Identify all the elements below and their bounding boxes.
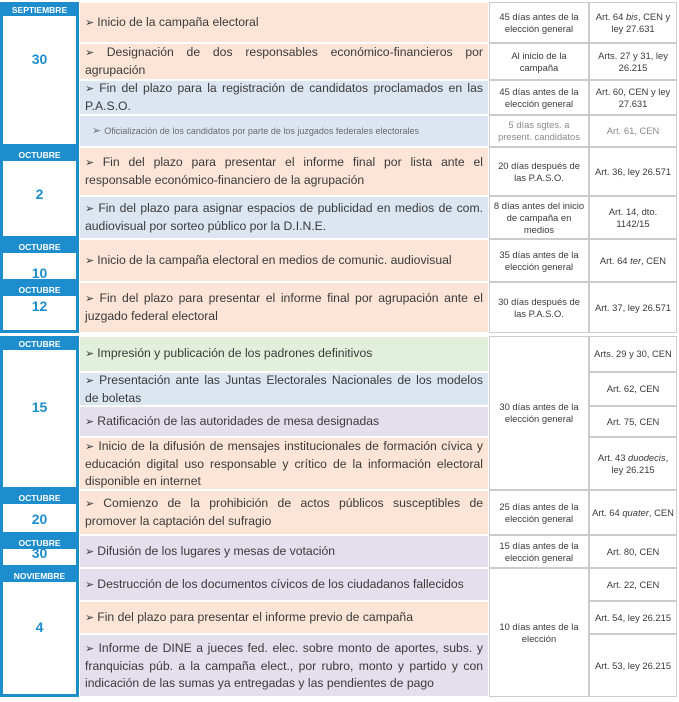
event-text: Impresión y publicación de los padrones definitivos bbox=[97, 346, 373, 360]
reference-cell bbox=[589, 2, 677, 43]
time-cell bbox=[489, 80, 589, 115]
time-cell-merged bbox=[489, 336, 589, 490]
event-cell bbox=[79, 490, 489, 535]
date-day: 20 bbox=[31, 511, 48, 527]
reference-text: Art. 37, ley 26.571 bbox=[594, 301, 672, 313]
reference-text: Art. 80, CEN bbox=[606, 545, 660, 557]
reference-cell bbox=[589, 239, 677, 282]
date-box bbox=[0, 336, 79, 490]
arrow-bullet-icon: ➢ bbox=[85, 157, 103, 169]
event-text: Inicio de la campaña electoral bbox=[97, 14, 259, 29]
reference-cell bbox=[589, 568, 677, 601]
time-text: 45 días antes de la elección general bbox=[499, 85, 579, 109]
event-text: Designación de dos responsables económico-financieros por agrupación bbox=[85, 45, 483, 77]
time-text: 45 días antes de la elección general bbox=[499, 10, 579, 34]
reference-cell bbox=[589, 490, 677, 535]
date-month: OCTUBRE bbox=[3, 242, 76, 253]
event-text: Oficialización de los candidatos por parte de los juzgados federales electorales bbox=[104, 125, 419, 136]
arrow-bullet-icon: ➢ bbox=[92, 124, 105, 137]
reference-text: Arts. 29 y 30, CEN bbox=[594, 348, 672, 359]
reference-suffix: , CEN bbox=[641, 254, 667, 266]
reference-italic: bis bbox=[625, 10, 638, 22]
arrow-bullet-icon: ➢ bbox=[85, 642, 99, 655]
event-text: Fin del plazo para asignar espacios de publicidad en medios de com. audiovisual por sorteo público por la D.I.N.E. bbox=[85, 201, 483, 233]
time-text: 25 días antes de la elección general bbox=[499, 500, 579, 524]
event-cell bbox=[79, 147, 489, 196]
date-box bbox=[0, 239, 79, 282]
reference-cell bbox=[589, 80, 677, 115]
event-cell bbox=[79, 568, 489, 601]
date-day: 2 bbox=[35, 186, 44, 202]
reference-text: Art. 60, CEN y ley 27.631 bbox=[595, 85, 671, 109]
reference-suffix: , CEN bbox=[648, 506, 674, 518]
reference-cell bbox=[589, 535, 677, 568]
time-text: 5 días sgtes. a present. candidatos bbox=[498, 119, 580, 142]
arrow-bullet-icon: ➢ bbox=[85, 83, 100, 95]
event-text: Comienzo de la prohibición de actos públicos susceptibles de promover la captación del sufragio bbox=[85, 496, 483, 528]
arrow-bullet-icon: ➢ bbox=[85, 498, 104, 510]
time-cell bbox=[489, 282, 589, 333]
reference-cell bbox=[589, 372, 677, 406]
time-text: 30 días antes de la elección general bbox=[499, 401, 579, 424]
event-cell bbox=[79, 2, 489, 43]
reference-text: Art. 62, CEN bbox=[606, 383, 660, 394]
reference-text: Art. 14, dto. 1142/15 bbox=[608, 205, 658, 229]
arrow-bullet-icon: ➢ bbox=[85, 293, 100, 305]
time-text: 8 días antes del inicio de campaña en medios bbox=[493, 199, 585, 235]
time-text: 15 días antes de la elección general bbox=[499, 539, 579, 563]
time-cell bbox=[489, 115, 589, 147]
date-day: 30 bbox=[31, 51, 48, 67]
event-cell bbox=[79, 437, 489, 490]
arrow-bullet-icon: ➢ bbox=[85, 374, 100, 387]
time-cell bbox=[489, 2, 589, 43]
time-cell bbox=[489, 239, 589, 282]
reference-text: Art. 64 bbox=[592, 506, 623, 518]
event-text: Fin del plazo para la registración de candidatos proclamados en las P.A.S.O. bbox=[85, 81, 484, 113]
time-text: 20 días después de las P.A.S.O. bbox=[498, 159, 580, 183]
reference-cell bbox=[589, 196, 677, 239]
event-cell bbox=[79, 239, 489, 282]
date-month: OCTUBRE bbox=[3, 150, 76, 161]
event-text: Destrucción de los documentos cívicos de los ciudadanos fallecidos bbox=[97, 576, 464, 591]
reference-italic: quater bbox=[622, 506, 649, 518]
reference-cell bbox=[589, 43, 677, 80]
reference-cell bbox=[589, 437, 677, 490]
reference-cell bbox=[589, 406, 677, 437]
reference-text: Art. 53, ley 26.215 bbox=[594, 659, 672, 671]
date-box bbox=[0, 490, 79, 535]
reference-text: Art. 36, ley 26.571 bbox=[594, 165, 672, 177]
date-day: 4 bbox=[35, 619, 44, 635]
time-cell bbox=[489, 43, 589, 80]
event-text: Difusión de los lugares y mesas de votación bbox=[97, 543, 336, 558]
arrow-bullet-icon: ➢ bbox=[85, 545, 98, 558]
reference-italic: duodecis bbox=[628, 451, 666, 463]
time-text: 35 días antes de la elección general bbox=[499, 248, 579, 272]
arrow-bullet-icon: ➢ bbox=[85, 611, 98, 624]
reference-text: Art. 61, CEN bbox=[606, 125, 660, 136]
time-text: 30 días después de las P.A.S.O. bbox=[498, 295, 580, 319]
time-cell bbox=[489, 535, 589, 568]
reference-text: Arts. 27 y 31, ley 26.215 bbox=[598, 49, 668, 73]
event-cell bbox=[79, 535, 489, 568]
date-month: NOVIEMBRE bbox=[3, 571, 76, 582]
reference-text: Art. 54, ley 26.215 bbox=[594, 611, 672, 623]
reference-text: Art. 64 bbox=[599, 254, 631, 266]
arrow-bullet-icon: ➢ bbox=[85, 203, 99, 215]
date-box bbox=[0, 282, 79, 333]
arrow-bullet-icon: ➢ bbox=[85, 16, 98, 29]
event-text: Inicio de la campaña electoral en medios de comunic. audiovisual bbox=[97, 252, 452, 267]
date-day: 10 bbox=[31, 265, 48, 281]
reference-cell bbox=[589, 601, 677, 634]
event-cell bbox=[79, 115, 489, 147]
reference-cell bbox=[589, 147, 677, 196]
event-cell bbox=[79, 336, 489, 372]
reference-suffix: , CEN y ley 27.631 bbox=[611, 10, 671, 34]
reference-cell bbox=[589, 282, 677, 333]
date-box bbox=[0, 535, 79, 568]
reference-suffix: , ley 26.215 bbox=[611, 451, 669, 475]
date-month: OCTUBRE bbox=[3, 285, 76, 296]
event-cell bbox=[79, 80, 489, 115]
arrow-bullet-icon: ➢ bbox=[85, 415, 98, 428]
arrow-bullet-icon: ➢ bbox=[85, 578, 98, 591]
event-text: Fin del plazo para presentar el informe final por lista ante el responsable económico-financiero de la agrupación bbox=[85, 155, 483, 187]
time-cell bbox=[489, 490, 589, 535]
event-cell bbox=[79, 406, 489, 437]
date-box bbox=[0, 147, 79, 239]
arrow-bullet-icon: ➢ bbox=[85, 254, 98, 267]
date-day: 15 bbox=[31, 399, 48, 415]
reference-text: Art. 22, CEN bbox=[606, 578, 660, 590]
event-text: Ratificación de las autoridades de mesa designadas bbox=[97, 413, 380, 428]
event-cell bbox=[79, 601, 489, 634]
time-cell-merged bbox=[489, 568, 589, 697]
event-text: Presentación ante las Juntas Electorales Nacionales de los modelos de boletas bbox=[85, 372, 483, 405]
reference-text: Art. 64 bbox=[595, 10, 626, 22]
date-month: OCTUBRE bbox=[3, 538, 76, 549]
arrow-bullet-icon: ➢ bbox=[85, 348, 98, 360]
reference-text: Art. 43 bbox=[597, 451, 629, 463]
arrow-bullet-icon: ➢ bbox=[85, 440, 99, 453]
event-cell bbox=[79, 282, 489, 333]
event-text: Fin del plazo para presentar el informe final por agrupación ante el juzgado federal electoral bbox=[85, 291, 483, 323]
event-text: Informe de DINE a jueces fed. elec. sobre monto de aportes, subs. y franquicias púb. a la campaña elect., por rubro, monto y partido y con indicación de las sumas ya entregadas y las pendientes de pago bbox=[85, 640, 483, 690]
reference-cell bbox=[589, 115, 677, 147]
event-cell bbox=[79, 372, 489, 406]
event-cell bbox=[79, 634, 489, 697]
date-day: 30 bbox=[31, 545, 48, 561]
time-cell bbox=[489, 196, 589, 239]
date-month: OCTUBRE bbox=[3, 339, 76, 350]
event-text: Fin del plazo para presentar el informe previo de campaña bbox=[97, 609, 413, 624]
event-text: Inicio de la difusión de mensajes institucionales de formación cívica y educación digital uso responsable y crítico de la información electoral disponible en internet bbox=[85, 438, 483, 488]
time-text: Al inicio de la campaña bbox=[511, 49, 567, 73]
time-cell bbox=[489, 147, 589, 196]
reference-italic: ter bbox=[630, 254, 642, 266]
arrow-bullet-icon: ➢ bbox=[85, 47, 107, 59]
event-cell bbox=[79, 43, 489, 80]
reference-cell bbox=[589, 336, 677, 372]
date-box bbox=[0, 2, 79, 147]
reference-cell bbox=[589, 634, 677, 697]
time-text: 10 días antes de la elección bbox=[499, 620, 579, 644]
reference-text: Art. 75, CEN bbox=[606, 415, 660, 427]
date-month: SEPTIEMBRE bbox=[3, 5, 76, 16]
date-box bbox=[0, 568, 79, 697]
date-month: OCTUBRE bbox=[3, 493, 76, 504]
date-day: 12 bbox=[31, 298, 48, 314]
event-cell bbox=[79, 196, 489, 239]
